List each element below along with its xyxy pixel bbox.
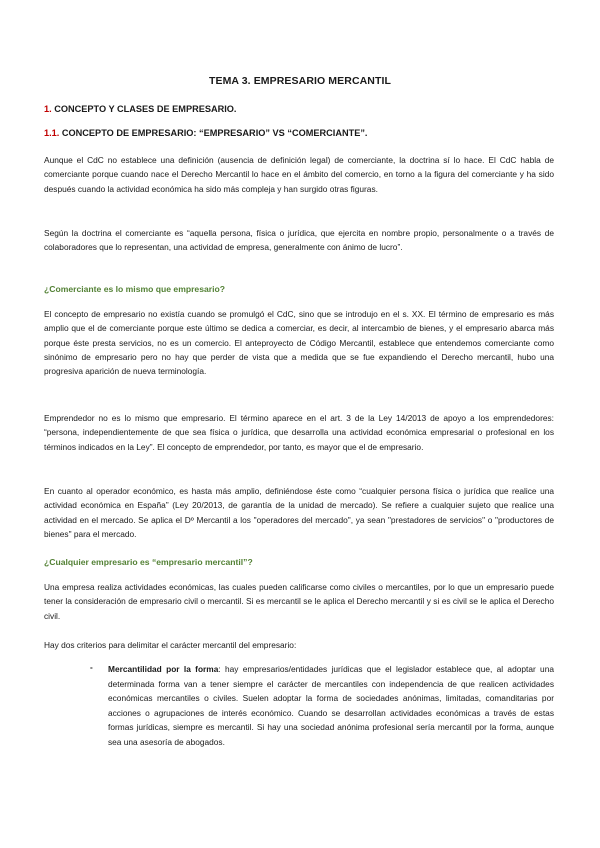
list-item-label: Mercantilidad por la forma — [108, 664, 219, 674]
section-title-1-1: CONCEPTO DE EMPRESARIO: “EMPRESARIO” VS “COMERCIANTE”. — [59, 128, 368, 138]
paragraph-6: Una empresa realiza actividades económicas, las cuales pueden calificarse como civiles o mercantiles, por lo que un empresario puede tener la consideración de empresario civil o mercantil. Si es mercantil se le aplica el Derecho mercantil y si es civil se le aplica el Derecho civil. — [44, 582, 554, 621]
section-title-1: CONCEPTO Y CLASES DE EMPRESARIO. — [51, 104, 237, 114]
section-number-1: 1. — [44, 104, 52, 114]
list-item-text: : hay empresarios/entidades jurídicas que el legislador establece que, al adoptar una determinada forma van a tener siempre el carácter de mercantiles con independencia de que realicen actividades económicas mercantiles o civiles. Suelen adoptar la forma de sociedades anónimas, limitadas, comanditarias por acciones o agrupaciones de interés económico. Cuando se desarrollan actividades económicas a través de estas formas jurídicas, siempre es mercantil. Si hay una sociedad anónima profesional sería mercantil por la forma, aunque sea una asesoría de abogados. — [108, 664, 554, 747]
section-heading-1 — [44, 104, 236, 114]
paragraph-1: Aunque el CdC no establece una definición (ausencia de definición legal) de comerciante, la doctrina sí lo hace. El CdC habla de comerciante porque cuando nace el Derecho Mercantil lo hace en el ámbito del comercio, en torno a la figura del comerciante y ha sido después cuando la actividad económica ha sido más compleja y han surgido otras figuras. — [44, 155, 554, 194]
question-heading-1: ¿Comerciante es lo mismo que empresario? — [44, 284, 226, 294]
question-heading-2: ¿Cualquier empresario es “empresario mercantil”? — [44, 557, 253, 567]
paragraph-2: Según la doctrina el comerciante es “aquella persona, física o jurídica, que ejercita en nombre propio, personalmente o a través de colaboradores que lo representan, una actividad de empresa, generalmente con ánimo de lucro”. — [44, 228, 554, 253]
list-item — [108, 662, 554, 749]
paragraph-4: Emprendedor no es lo mismo que empresario. El término aparece en el art. 3 de la Ley 14/2013 de apoyo a los emprendedores: “persona, independientemente de que sea física o jurídica, que desarrolla una actividad económica empresarial o profesional en los términos indicados en la Ley”. El concepto de emprendedor, por tanto, es mayor que el de empresario. — [44, 413, 554, 452]
section-heading-1-1 — [44, 128, 367, 138]
paragraph-7: Hay dos criterios para delimitar el carácter mercantil del empresario: — [44, 640, 297, 650]
list-bullet-marker: - — [90, 662, 93, 672]
section-number-1-1: 1.1. — [44, 128, 60, 138]
page-title: TEMA 3. EMPRESARIO MERCANTIL — [208, 75, 392, 87]
paragraph-3: El concepto de empresario no existía cuando se promulgó el CdC, sino que se introdujo en el s. XX. El término de empresario es más amplio que el de comerciante porque este último se dedica a comerciar, es decir, al intercambio de bienes, y el empresario abarca más porque éste presta servicios, no es un comercio. El anteproyecto de Código Mercantil, establece que entendemos comerciante como sinónimo de empresario pero no hay que perder de vista que a medida que se fue expandiendo el Derecho mercantil, hubo una progresiva aparición de nueva terminología. — [44, 309, 554, 377]
paragraph-5: En cuanto al operador económico, es hasta más amplio, definiéndose éste como “cualquier persona física o jurídica que realice una actividad económica en España” (Ley 20/2013, de garantía de la unidad de mercado). Se refiere a cualquier sujeto que realice una actividad en el mercado. Se aplica el Dº Mercantil a los "operadores del mercado", ya sean "prestadores de servicios" o "productores de bienes" para el mercado. — [44, 486, 554, 539]
